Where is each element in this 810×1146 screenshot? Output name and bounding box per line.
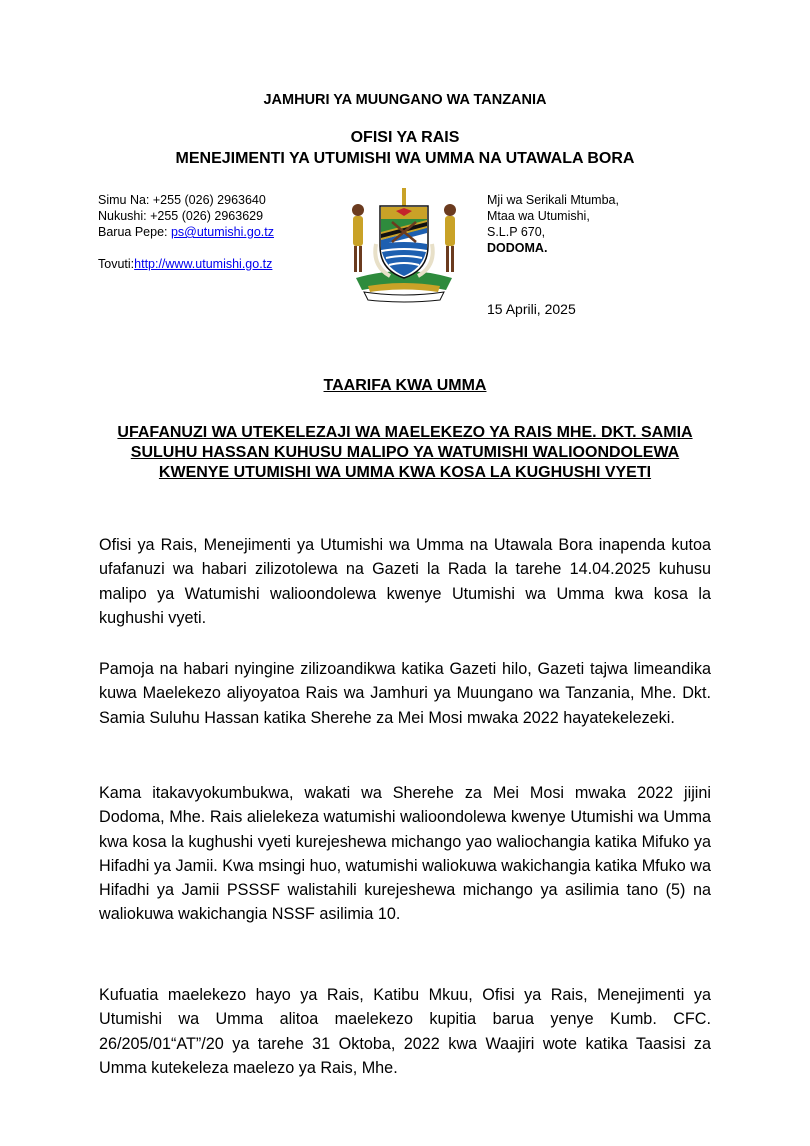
notice-subject	[100, 423, 710, 483]
document-date: 15 Aprili, 2025	[487, 301, 576, 317]
notice-title-text: TAARIFA KWA UMMA	[323, 377, 487, 394]
email-row	[98, 224, 274, 240]
tanzania-coat-of-arms-icon	[334, 186, 474, 306]
phone-number: Simu Na: +255 (026) 2963640	[98, 193, 266, 207]
notice-title	[0, 377, 810, 395]
office-name-line2: MENEJIMENTI YA UTUMISHI WA UMMA NA UTAWALA BORA	[175, 150, 635, 167]
notice-subject-text: UFAFANUZI WA UTEKELEZAJI WA MAELEKEZO YA RAIS MHE. DKT. SAMIA SULUHU HASSAN KUHUSU MALIPO YA WATUMISHI WALIOONDOLEWA KWENYE UTUMISHI WA UMMA KWA KOSA LA KUGHUSHI VYETI	[117, 424, 693, 481]
body-paragraph-1: Ofisi ya Rais, Menejimenti ya Utumishi wa Umma na Utawala Bora inapenda kutoa ufafanuzi wa habari zilizotolewa na Gazeti la Rada la tarehe 14.04.2025 kuhusu malipo ya Watumishi walioondolewa kwenye Utumishi wa Umma kwa kosa la kughushi vyeti.	[99, 536, 711, 627]
email-label: Barua Pepe:	[98, 225, 171, 239]
country-name: JAMHURI YA MUUNGANO WA TANZANIA	[263, 92, 547, 108]
email-link[interactable]: ps@utumishi.go.tz	[170, 225, 274, 239]
fax-number: Nukushi: +255 (026) 2963629	[98, 209, 264, 223]
contact-block	[98, 192, 274, 272]
address-line2: Mtaa wa Utumishi,	[487, 209, 590, 223]
website-label: Tovuti:	[98, 257, 135, 271]
address-line1: Mji wa Serikali Mtumba,	[487, 193, 619, 207]
address-line3: S.L.P 670,	[487, 225, 546, 239]
address-city: DODOMA.	[487, 241, 548, 255]
body-paragraph-3: Kama itakavyokumbukwa, wakati wa Sherehe za Mei Mosi mwaka 2022 jijini Dodoma, Mhe. Rais alielekeza watumishi walioondolewa kwenye Utumishi wa Umma kwa kosa la kughushi vyeti kurejeshewa michango yao waliochangia katika Mifuko ya Hifadhi ya Jamii. Kwa msingi huo, watumishi waliokuwa wakichangia katika Mfuko wa Hifadhi ya Jamii PSSSF walistahili kurejeshewa michango ya asilimia tano (5) na waliokuwa wakichangia NSSF asilimia 10.	[99, 784, 711, 924]
office-name-line1: OFISI YA RAIS	[350, 129, 460, 146]
website-row	[98, 256, 274, 272]
body-paragraph-4: Kufuatia maelekezo hayo ya Rais, Katibu Mkuu, Ofisi ya Rais, Menejimenti ya Utumishi wa Umma alitoa maelekezo kupitia barua yenye Kumb. CFC. 26/205/01“AT”/20 ya tarehe 31 Oktoba, 2022 kwa Waajiri wote katika Taasisi za Umma kutekeleza maelezo ya Rais, Mhe.	[99, 986, 711, 1077]
body-paragraph-2: Pamoja na habari nyingine zilizoandikwa katika Gazeti hilo, Gazeti tajwa limeandika kuwa Maelekezo aliyoyatoa Rais wa Jamhuri ya Muungano wa Tanzania, Mhe. Dkt. Samia Suluhu Hassan katika Sherehe za Mei Mosi mwaka 2022 hayatekelezeki.	[99, 660, 711, 727]
address-block	[487, 192, 619, 256]
website-link[interactable]: http://www.utumishi.go.tz	[134, 257, 273, 271]
